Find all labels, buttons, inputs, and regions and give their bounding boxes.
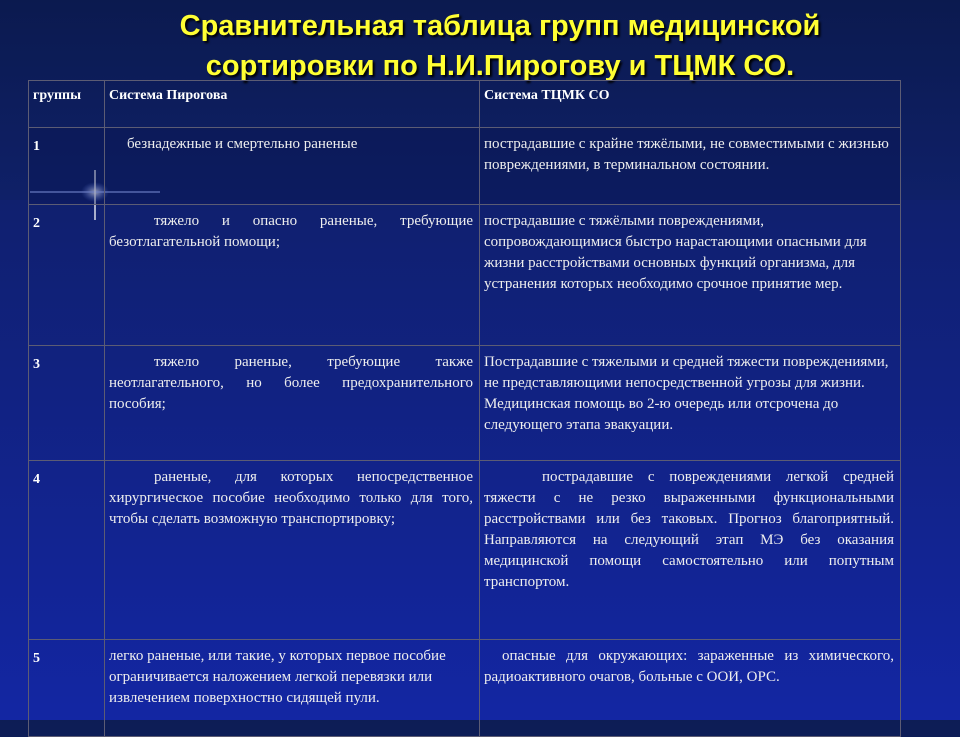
table-row bbox=[29, 640, 901, 737]
group-number: 4 bbox=[29, 461, 105, 640]
title-line-2: сортировки по Н.И.Пирогову и ТЦМК СО. bbox=[205, 50, 795, 82]
table-header-row bbox=[29, 81, 901, 128]
header-pirogov: Система Пирогова bbox=[105, 81, 480, 128]
group-number: 2 bbox=[29, 205, 105, 346]
table-row bbox=[29, 205, 901, 346]
header-group: группы bbox=[29, 81, 105, 128]
tcmk-cell: опасные для окружающих: зараженные из химического, радиоактивного очагов, больные с ООИ, ОРС. bbox=[480, 640, 901, 737]
title-line-1: Сравнительная таблица групп медицинской bbox=[179, 10, 821, 42]
pirogov-cell: безнадежные и смертельно раненые bbox=[105, 128, 480, 205]
comparison-table bbox=[28, 80, 901, 737]
tcmk-cell: пострадавшие с повреждениями легкой средней тяжести с не резко выраженными функциональными расстройствами или без таковых. Прогноз благоприятный. Направляются на следующий этап МЭ без оказания медицинской помощи самостоятельно или попутным транспортом. bbox=[480, 461, 901, 640]
group-number: 3 bbox=[29, 346, 105, 461]
pirogov-cell: тяжело раненые, требующие также неотлагательного, но более предохранительного пособия; bbox=[105, 346, 480, 461]
page-title bbox=[110, 6, 890, 86]
group-number: 5 bbox=[29, 640, 105, 737]
header-tcmk: Система ТЦМК СО bbox=[480, 81, 901, 128]
tcmk-cell: пострадавшие с тяжёлыми повреждениями, сопровождающимися быстро нарастающими опасными для жизни расстройствами основных функций организма, для устранения которых необходимо срочное принятие мер. bbox=[480, 205, 901, 346]
pirogov-cell: легко раненые, или такие, у которых первое пособие ограничивается наложением легкой перевязки или извлечением поверхностно сидящей пули. bbox=[105, 640, 480, 737]
table-row bbox=[29, 346, 901, 461]
pirogov-cell: раненые, для которых непосредственное хирургическое пособие необходимо только для того, чтобы сделать возможную транспортировку; bbox=[105, 461, 480, 640]
table-row bbox=[29, 461, 901, 640]
tcmk-cell: Пострадавшие с тяжелыми и средней тяжести повреждениями, не представляющими непосредственной угрозы для жизни. Медицинская помощь во 2-ю очередь или отсрочена до следующего этапа эвакуации. bbox=[480, 346, 901, 461]
pirogov-cell: тяжело и опасно раненые, требующие безотлагательной помощи; bbox=[105, 205, 480, 346]
group-number: 1 bbox=[29, 128, 105, 205]
tcmk-cell: пострадавшие с крайне тяжёлыми, не совместимыми с жизнью повреждениями, в терминальном состоянии. bbox=[480, 128, 901, 205]
table-row bbox=[29, 128, 901, 205]
